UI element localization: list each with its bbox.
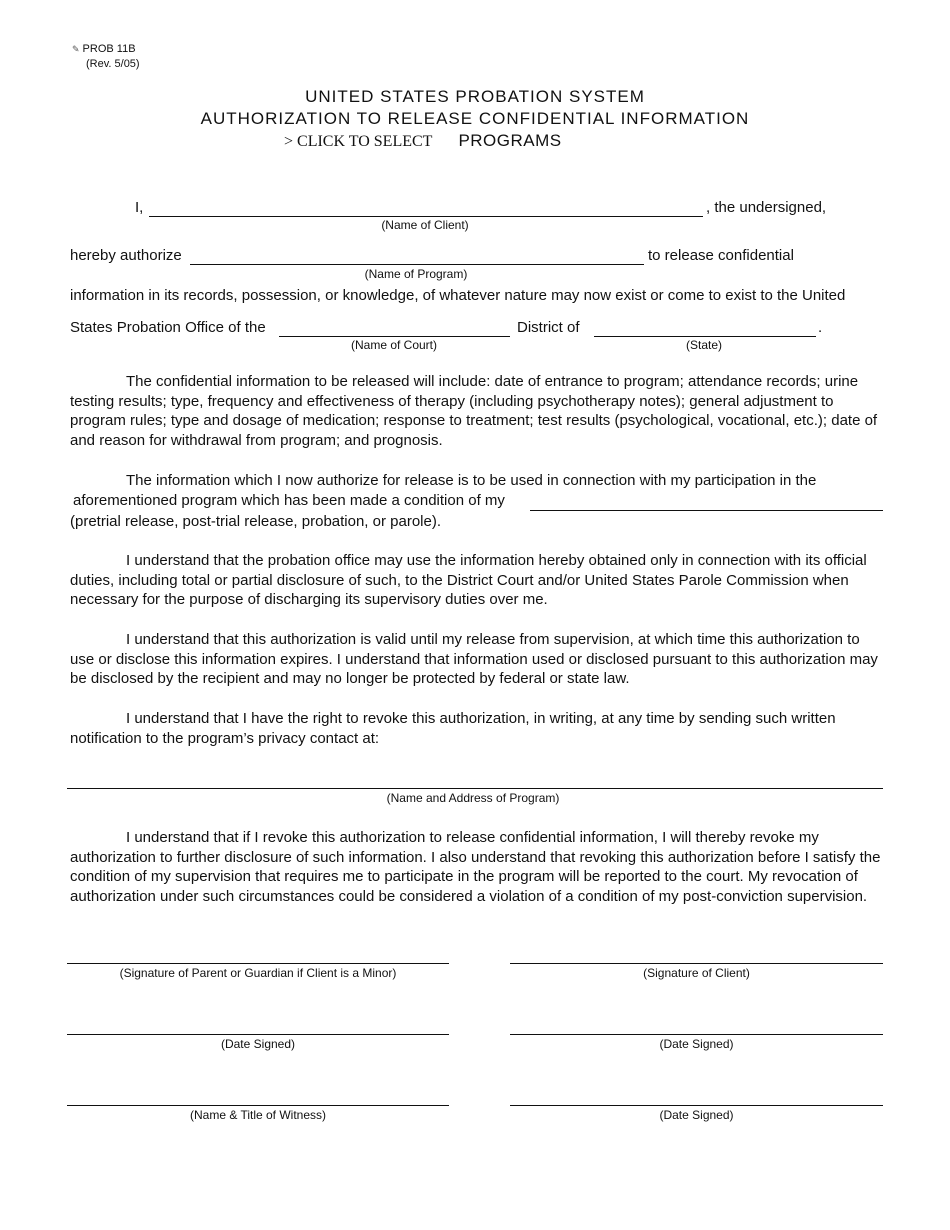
witness-date-line xyxy=(510,1105,883,1106)
client-name-caption: (Name of Client) xyxy=(381,218,469,232)
guardian-signature-field[interactable] xyxy=(68,944,451,964)
form-revision: (Rev. 5/05) xyxy=(86,58,140,70)
client-suffix: , the undersigned, xyxy=(706,199,827,216)
program-select-dropdown[interactable]: > CLICK TO SELECT xyxy=(284,133,433,150)
guardian-date-field[interactable] xyxy=(68,1015,451,1035)
program-suffix: to release confidential xyxy=(648,247,794,264)
program-name-underline xyxy=(190,264,644,265)
program-select-suffix: PROGRAMS xyxy=(458,131,562,150)
witness-field[interactable] xyxy=(68,1086,451,1106)
client-signature-line xyxy=(510,963,883,964)
guardian-signature-caption: (Signature of Parent or Guardian if Client is a Minor) xyxy=(119,966,397,980)
program-name-caption: (Name of Program) xyxy=(364,267,468,281)
witness-caption: (Name & Title of Witness) xyxy=(189,1108,327,1122)
paragraph-probation-office-use: I understand that the probation office may use the information hereby obtained only in connection with its official duties, including total or partial disclosure of such, to the District Court and/or United States Parole Commission when necessary for the purpose of discharging its supervisory duties over me. xyxy=(70,552,867,609)
guardian-date-line xyxy=(67,1034,449,1035)
client-signature-caption: (Signature of Client) xyxy=(643,966,750,980)
district-label: District of xyxy=(517,319,580,336)
title-system: UNITED STATES PROBATION SYSTEM xyxy=(305,87,645,106)
state-caption: (State) xyxy=(685,338,722,352)
paragraph-revocation-consequences: I understand that if I revoke this authorization to release confidential information, I will thereby revoke my authorization to further disclosure of such information. I also understand that revoking this authorization before I satisfy the condition of my supervision that requires me to participate in the program will be reported to the court. My revocation of authorization under such circumstances could be considered a violation of a condition of my post-conviction supervision. xyxy=(70,829,881,906)
supervision-type-underline xyxy=(530,510,883,511)
paragraph-use-of-information: The information which I now authorize for release is to be used in connection with my participation in the xyxy=(126,472,817,489)
court-prefix: States Probation Office of the xyxy=(70,319,266,336)
client-date-caption: (Date Signed) xyxy=(659,1037,734,1051)
witness-date-caption: (Date Signed) xyxy=(659,1108,734,1122)
continuation-text: information in its records, possession, or knowledge, of whatever nature may now exist or come to exist to the United xyxy=(70,287,846,304)
form-number: ✎ PROB 11B xyxy=(72,43,136,55)
court-name-caption: (Name of Court) xyxy=(350,338,438,352)
program-name-field[interactable] xyxy=(191,246,647,266)
supervision-type-field[interactable] xyxy=(532,492,886,512)
paragraph-condition-text: aforementioned program which has been made a condition of my xyxy=(73,492,505,509)
program-address-caption: (Name and Address of Program) xyxy=(386,791,560,805)
court-name-field[interactable] xyxy=(280,318,512,338)
paragraph-right-to-revoke: I understand that I have the right to revoke this authorization, in writing, at any time by sending such written notification to the program’s privacy contact at: xyxy=(70,710,836,747)
witness-line xyxy=(67,1105,449,1106)
program-prefix: hereby authorize xyxy=(70,247,182,264)
program-address-underline xyxy=(67,788,883,789)
client-prefix: I, xyxy=(135,199,144,216)
state-underline xyxy=(594,336,816,337)
client-name-field[interactable] xyxy=(150,198,706,218)
court-line-end: . xyxy=(818,319,823,336)
program-select-line xyxy=(284,131,562,151)
court-name-underline xyxy=(279,336,510,337)
pencil-icon: ✎ xyxy=(72,44,80,54)
client-name-underline xyxy=(149,216,703,217)
guardian-date-caption: (Date Signed) xyxy=(220,1037,296,1051)
supervision-type-caption: (pretrial release, post-trial release, probation, or parole). xyxy=(70,513,442,530)
witness-date-field[interactable] xyxy=(511,1086,885,1106)
paragraph-authorization-validity: I understand that this authorization is valid until my release from supervision, at which time this authorization to use or disclose this information expires. I understand that information used or disclosed pursuant to this authorization may be disclosed by the recipient and may no longer be protected by federal or state law. xyxy=(70,631,878,688)
program-address-field[interactable] xyxy=(68,768,886,788)
paragraph-information-released: The confidential information to be released will include: date of entrance to program; attendance records; urine testing results; type, frequency and effectiveness of therapy (including psychotherapy notes); general adjustment to program rules; type and dosage of medication; response to treatment; test results (psychological, vocational, etc.); date of and reason for withdrawal from program; and prognosis. xyxy=(70,373,878,450)
guardian-signature-line xyxy=(67,963,449,964)
title-authorization: AUTHORIZATION TO RELEASE CONFIDENTIAL INFORMATION xyxy=(200,109,750,128)
state-field[interactable] xyxy=(595,318,819,338)
client-date-line xyxy=(510,1034,883,1035)
client-date-field[interactable] xyxy=(511,1015,885,1035)
client-signature-field[interactable] xyxy=(511,944,885,964)
